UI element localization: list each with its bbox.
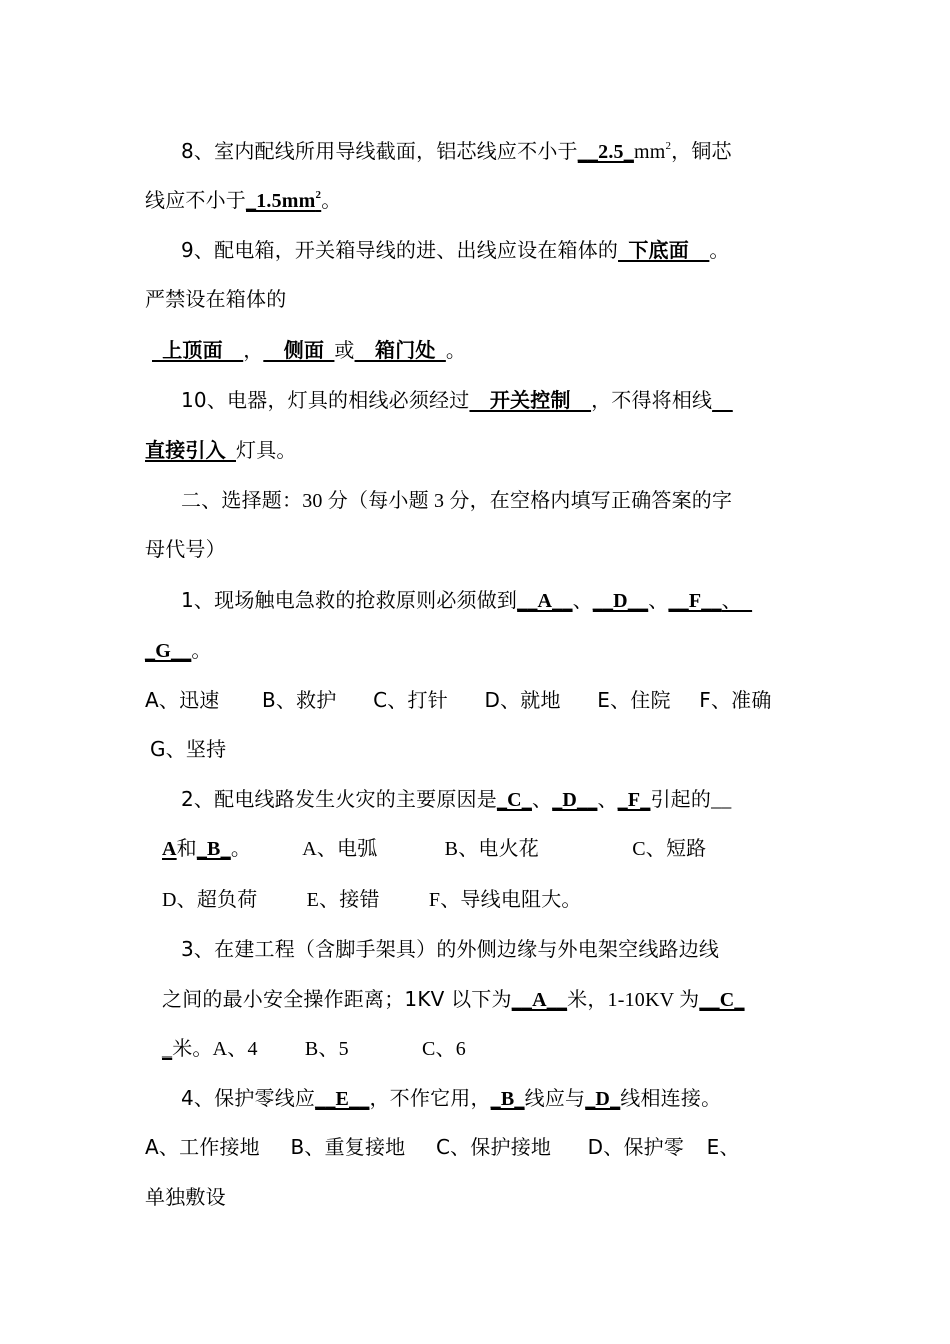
q9-text2: 严禁设在箱体的 — [145, 289, 287, 311]
q10-end: 灯具。 — [236, 440, 297, 462]
c1-line1 — [181, 584, 752, 616]
c1-answer-2: __D__ — [592, 590, 649, 612]
c3-text: 3、在建工程（含脚手架具）的外侧边缘与外电架空线路边线 — [181, 937, 720, 961]
c2-option-d: D、超负荷 — [162, 889, 258, 911]
c2-text2: 引起的__ — [650, 789, 732, 811]
c2-answer-4: A — [162, 838, 177, 860]
c4-option-a: A、工作接地 — [145, 1135, 260, 1159]
c4-answer-2: _B_ — [490, 1088, 525, 1110]
c1-option-e: E、住院 — [597, 688, 671, 712]
q8-answer-copper: $\_1.5mm^2$ — [246, 189, 322, 212]
q8-text: 8、室内配线所用导线截面，铝芯线应不小于 — [181, 139, 578, 163]
c2-answer-1: _C_ — [496, 789, 532, 811]
q9-answer-door: __箱门处_ — [354, 338, 446, 362]
c1-option-d: D、就地 — [484, 688, 561, 712]
c2-answer-2: _D__ — [552, 789, 598, 811]
c1-option-g: G、坚持 — [150, 737, 227, 761]
q10-answer-direct: 直接引入_ — [145, 438, 236, 462]
c3-line3 — [162, 1033, 466, 1065]
c4-answer-1: __E__ — [315, 1088, 370, 1110]
c3-option-a: 米。A、4 — [172, 1038, 258, 1060]
q8-text-copper: ，铜芯 — [671, 139, 732, 163]
q10-blank: __ — [712, 388, 733, 412]
q9-line3 — [152, 334, 466, 366]
q9-period: 。 — [709, 238, 730, 262]
q8-text2: 线应不小于 — [145, 188, 246, 212]
c3-text2: 之间的最小安全操作距离；1KV 以下为 — [162, 987, 512, 1011]
c4-text2: ，不作它用， — [369, 1088, 491, 1110]
section2-heading — [181, 485, 732, 517]
q9-line1 — [181, 234, 730, 266]
q10-line1 — [181, 384, 733, 416]
q8-period: 。 — [321, 188, 342, 212]
q8-unit-exponent: 2 — [665, 140, 672, 152]
q10-text2: ，不得将相线 — [591, 390, 713, 412]
q9-text: 9、配电箱，开关箱导线的进、出线应设在箱体的 — [181, 238, 619, 262]
q9-line2 — [145, 284, 286, 316]
q8-unit: mm — [633, 141, 666, 163]
c3-blank: _ — [162, 1038, 173, 1060]
c4-text: 4、保护零线应 — [181, 1086, 316, 1110]
section2-line1: 二、选择题：30 分（每小题 3 分，在空格内填写正确答案的字 — [181, 490, 733, 512]
c1-option-c: C、打针 — [373, 688, 448, 712]
c2-text: 2、配电线路发生火灾的主要原因是 — [181, 787, 497, 811]
c2-sep1: 、 — [531, 787, 553, 811]
c3-option-c: C、6 — [422, 1038, 466, 1060]
c2-option-e: E、接错 — [306, 889, 380, 911]
section2-heading-cont — [145, 534, 226, 566]
c4-options — [145, 1131, 740, 1163]
c1-option-f: F、准确 — [699, 688, 772, 712]
c4-option-c: C、保护接地 — [435, 1135, 552, 1159]
c4-option-e: E、 — [706, 1135, 740, 1159]
c2-answer-5: _B_ — [196, 838, 231, 860]
q10-text: 10、电器，灯具的相线必须经过 — [181, 388, 470, 412]
c2-option-b: B、电火花 — [444, 838, 540, 860]
c4-options2 — [145, 1181, 226, 1213]
c4-text3: 线应与 — [524, 1088, 586, 1110]
c4-line1 — [181, 1082, 721, 1114]
c1-answer-4: _G__ — [145, 640, 192, 662]
c1-sep3: 、_ — [721, 588, 753, 612]
q9-or: 或 — [334, 340, 355, 362]
c2-and: 和 — [176, 838, 197, 860]
c1-options — [145, 684, 772, 716]
q10-answer-switch: __开关控制__ — [469, 388, 592, 412]
c4-text4: 线相连接。 — [620, 1088, 722, 1110]
c2-sep2: 、 — [597, 787, 618, 811]
c2-answer-3: _F_ — [617, 789, 651, 811]
c2-option-a: A、电弧 — [302, 838, 378, 860]
c2-line2 — [162, 833, 706, 865]
c1-text: 1、现场触电急救的抢救原则必须做到 — [181, 588, 518, 612]
c1-answer-3: __F__ — [668, 590, 722, 612]
c1-options2 — [150, 733, 226, 765]
q9-answer-bottom: _下底面__ — [618, 238, 710, 262]
q9-end: 。 — [445, 338, 467, 362]
c1-sep1: 、 — [572, 588, 593, 612]
c2-option-f: F、导线电阻大。 — [428, 889, 582, 911]
c1-sep2: 、 — [648, 588, 669, 612]
c3-option-b: B、5 — [304, 1038, 349, 1060]
c1-line2 — [145, 634, 212, 666]
c3-answer-2: __C_ — [699, 989, 745, 1011]
c1-answer-1: __A__ — [517, 590, 573, 612]
c3-text3: 米，1-10KV 为 — [567, 989, 700, 1011]
c4-answer-3: _D_ — [585, 1088, 621, 1110]
c4-option-d: D、保护零 — [587, 1135, 685, 1159]
q8-answer-aluminum: __2.5_ — [577, 141, 634, 163]
c4-option-e-text: 单独敷设 — [145, 1185, 226, 1209]
c1-option-a: A、迅速 — [145, 688, 220, 712]
q10-line2 — [145, 434, 297, 466]
q8-line1 — [181, 135, 732, 167]
q8-line2 — [145, 184, 341, 216]
c2-line3 — [162, 884, 582, 916]
q9-answer-side: __侧面_ — [263, 338, 335, 362]
c1-option-b: B、救护 — [262, 688, 337, 712]
q9-comma: ， — [243, 338, 264, 362]
c3-answer-1: __A__ — [511, 989, 568, 1011]
section2-line2: 母代号） — [145, 539, 226, 561]
c2-line1 — [181, 783, 731, 815]
c3-line1 — [181, 933, 719, 965]
c2-end: 。 — [230, 838, 252, 860]
q9-answer-top: _上顶面__ — [152, 338, 244, 362]
c2-option-c: C、短路 — [632, 838, 707, 860]
c4-option-b: B、重复接地 — [290, 1135, 406, 1159]
c1-end: 。 — [191, 638, 212, 662]
c3-line2 — [162, 983, 745, 1015]
